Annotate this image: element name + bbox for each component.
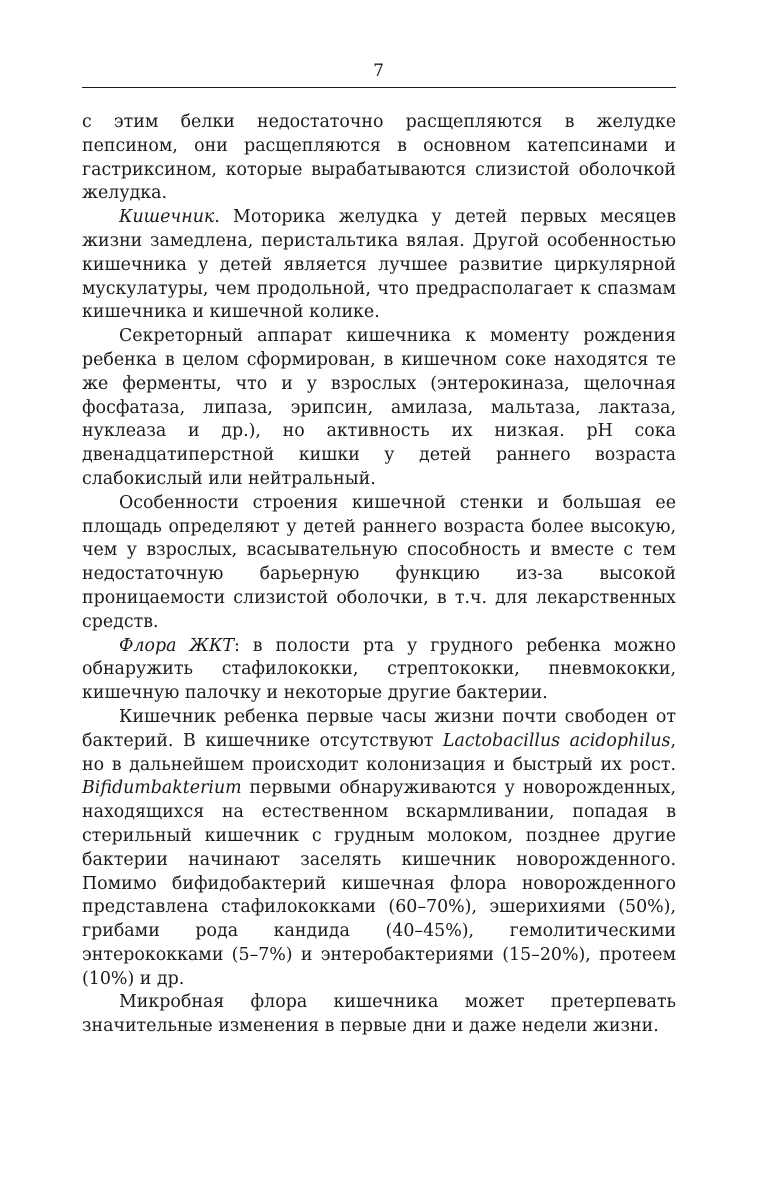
paragraph (82, 991, 676, 1039)
paragraph (82, 492, 676, 635)
paragraph-text: . Моторика желудка у детей первых месяцев жизни замедлена, перистальтика вялая. Другой особенностью кишечника у детей является лучшее развитие циркулярной мускулатуры, чем продольной, что предрасполагает к спазмам кишечника и кишечной колике. (82, 207, 676, 323)
italic-term: Lactobacillus acidophilus (442, 730, 671, 751)
paragraph (82, 325, 676, 492)
paragraph-text: , но в дальнейшем происходит колонизация и быстрый их рост. (82, 730, 676, 775)
italic-term: Флора ЖКТ (119, 635, 235, 656)
paragraph (82, 635, 676, 706)
paragraph-text: : в полости рта у грудного ребенка можно обнаружить стафилококки, стрептококки, пневмококки, кишечную палочку и некоторые другие бактерии. (82, 635, 676, 704)
paragraph-text: Секреторный аппарат кишечника к моменту рождения ребенка в целом сформирован, в кишечном соке находятся те же ферменты, что и у взрослых (энтерокиназа, щелочная фосфатаза, липаза, эрипсин, амилаза, мальтаза, лактаза, нуклеаза и др.), но активность их низкая. pH сока двенадцатиперстной кишки у детей раннего возраста слабокислый или нейтральный. (82, 326, 676, 489)
header-rule (82, 87, 676, 88)
text-body (82, 111, 676, 1039)
italic-term: Bifidumbakterium (82, 778, 242, 799)
paragraph (82, 206, 676, 325)
paragraph-text: с этим белки недостаточно расщепляются в желудке пепсином, они расщепляются в основном катепсинами и гастриксином, которые вырабатываются слизистой оболочкой желудка. (82, 112, 676, 204)
paragraph-text: Особенности строения кишечной стенки и большая ее площадь определяют у детей раннего возраста более высокую, чем у взрослых, всасывательную способность и вместе с тем недостаточную барьерную функцию из-за высокой проницаемости слизистой оболочки, в т.ч. для лекарственных средств. (82, 492, 676, 632)
paragraph-text: первыми обнаруживаются у новорожденных, находящихся на естественном вскармливании, попадая в стерильный кишечник с грудным молоком, позднее другие бактерии начинают заселять кишечник новорожденного. Помимо бифидобактерий кишечная флора новорожденного представлена стафилококками (60–70%), эшерихиями (50%), грибами рода кандида (40–45%), гемолитическими энтерококками (5–7%) и энтеробактериями (15–20%), протеем (10%) и др. (82, 778, 676, 989)
paragraph (82, 111, 676, 206)
italic-term: Кишечник (119, 207, 215, 228)
paragraph (82, 706, 676, 992)
paragraph-text: Микробная флора кишечника может претерпевать значительные изменения в первые дни и даже недели жизни. (82, 992, 676, 1037)
paragraph-text: Кишечник ребенка первые часы жизни почти свободен от бактерий. В кишечнике отсутствуют (82, 706, 676, 751)
page-number: 7 (373, 61, 384, 81)
